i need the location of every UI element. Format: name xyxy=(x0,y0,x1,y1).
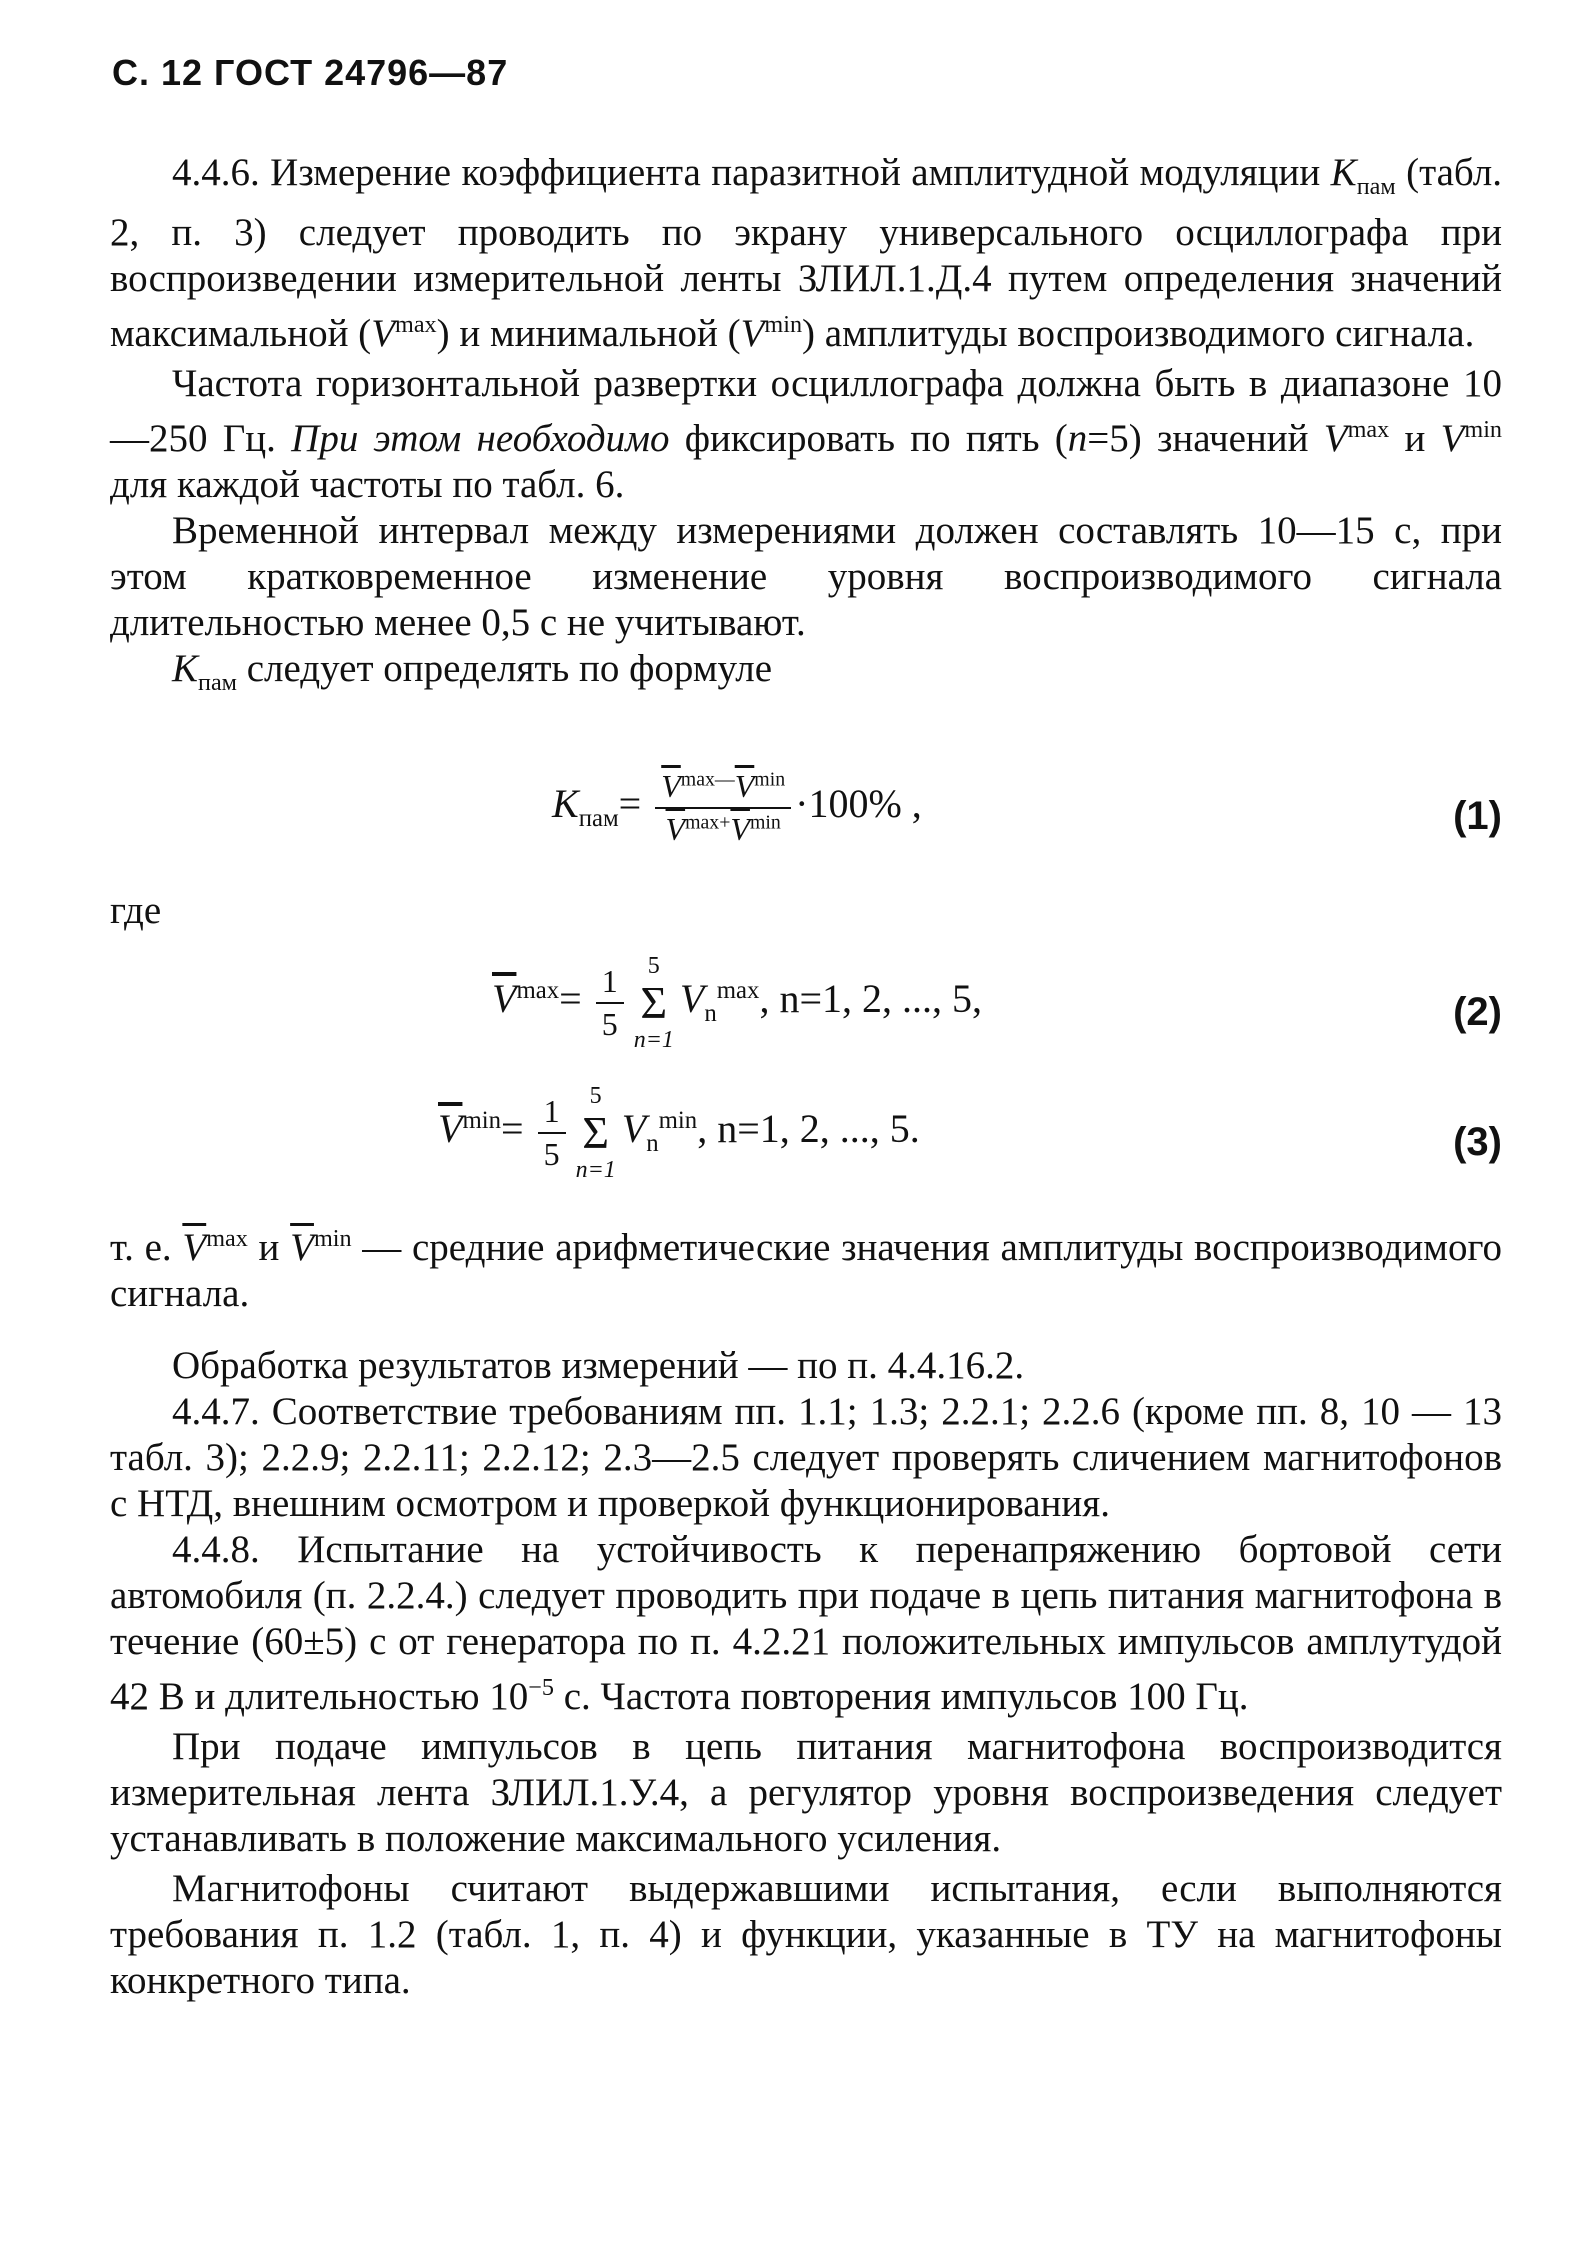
formula-1: $K_{пам}=$ $\frac{\overline{V}^{max—}\overline{V}^{min}}{\overline{V}^{max+}\overline{V}^{min}}$ ·100% , xyxy=(552,768,922,847)
paragraph-4-4-8: 4.4.8. Испытание на устойчивость к перенапряжению бортовой сети автомобиля (п. 2.2.4.) следует проводить при подаче в цепь питания магнитофона в течение (60±5) с от генератора по п. 4.2.21 положительных импульсов амплутудой 42 В и длительностью $10^{-5}$ с. Частота повторения импульсов 100 Гц. xyxy=(110,1528,1502,1718)
page-header: С. 12 ГОСТ 24796—87 xyxy=(112,52,509,93)
paragraph-formula-intro: $K_{пам}$ следует определять по формуле xyxy=(172,646,773,696)
paragraph-interval: Временной интервал между измерениями должен составлять 10—15 с, при этом кратковременное изменение уровня воспроизводимого сигнала длительностью менее 0,5 с не учитывают. xyxy=(110,508,1502,644)
equation-number-2: (2) xyxy=(1453,990,1502,1034)
paragraph-4-4-7: 4.4.7. Соответствие требованиям пп. 1.1; 1.3; 2.2.1; 2.2.6 (кроме пп. 8, 10 — 13 табл. 3); 2.2.9; 2.2.11; 2.2.12; 2.3—2.5 следует проверять сличением магнитофонов с НТД, внешним осмотром и проверкой функционирования. xyxy=(110,1390,1502,1525)
formula-1-fraction: $\frac{\overline{V}^{max—}\overline{V}^{min}}{\overline{V}^{max+}\overline{V}^{min}}$ xyxy=(655,768,791,848)
where-label: где xyxy=(110,889,162,932)
paragraph-conclusion: Магнитофоны считают выдержавшими испытания, если выполняются требования п. 1.2 (табл. 1, п. 4) и функции, указанные в ТУ на магнитофоны конкретного типа. xyxy=(110,1867,1502,2002)
text-block-top xyxy=(110,150,1502,706)
formula-3: $\overline{V}^{min}=$ $\frac{1}{5}$ 5 Σ n=1 $V_n^{min}$, n=1, 2, ..., 5. xyxy=(438,1083,920,1183)
paragraph-impulses: При подаче импульсов в цепь питания магнитофона воспроизводится измерительная лента ЗЛИЛ.1.У.4, а регулятор уровня воспроизведения следует устанавливать в положение максимального усиления. xyxy=(110,1725,1502,1860)
text-block-bottom xyxy=(110,1216,1502,2004)
equation-number-1: (1) xyxy=(1453,794,1502,838)
formula-2: $\overline{V}^{max}=$ $\frac{1}{5}$ 5 Σ n=1 $V_n^{max}$, n=1, 2, ..., 5, xyxy=(492,953,983,1053)
summation-sign: 5 Σ n=1 xyxy=(633,953,674,1053)
equation-number-3: (3) xyxy=(1453,1120,1502,1164)
paragraph-processing: Обработка результатов измерений — по п. 4.4.16.2. xyxy=(172,1344,1025,1387)
paragraph-ie: т. е. $\overline{V}^{max}$ и $\overline{V}^{min}$ — средние арифметические значения амплитуды воспроизводимого сигнала. xyxy=(110,1225,1503,1315)
summation-sign: 5 Σ n=1 xyxy=(575,1083,616,1183)
paragraph-4-4-6: 4.4.6. Измерение коэффициента паразитной амплитудной модуляции $K_{пам}$ (табл. 2, п. 3) следует проводить по экрану универсального осциллографа при воспроизведении измерительной ленты ЗЛИЛ.1.Д.4 путем определения значений максимальной $(V^{max})$ и минимальной $(V^{min})$ амплитуды воспроизводимого сигнала. xyxy=(110,151,1502,355)
paragraph-frequency: Частота горизонтальной развертки осциллографа должна быть в диапазоне 10—250 Гц. При этом необходимо фиксировать по пять (n=5) значений $V^{max}$ и $V^{min}$ для каждой частоты по табл. 6. xyxy=(110,361,1503,506)
